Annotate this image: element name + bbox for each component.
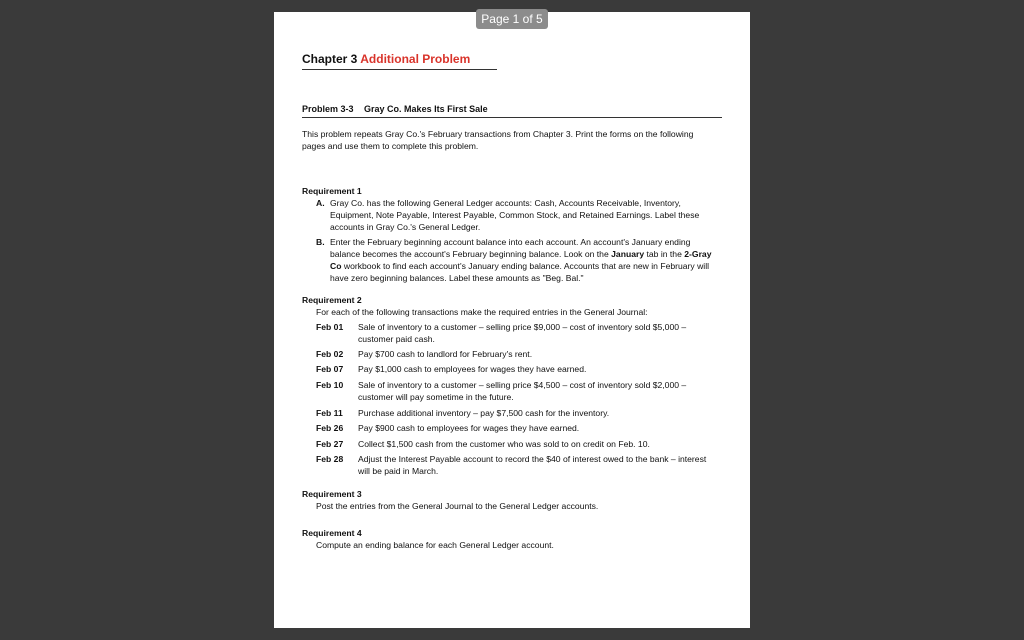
transaction-desc: Adjust the Interest Payable account to record the $40 of interest owed to the bank – interest will be paid in March. — [358, 454, 707, 476]
requirement-1-item-a — [316, 197, 718, 233]
transaction-row — [316, 379, 718, 403]
requirement-4-text: Compute an ending balance for each General Ledger account. — [316, 540, 554, 550]
item-b-text-2: tab in the — [644, 249, 685, 259]
requirement-3-heading: Requirement 3 — [302, 489, 362, 499]
chapter-title-accent: Additional Problem — [360, 52, 471, 66]
transaction-row — [316, 321, 718, 345]
transaction-desc: Sale of inventory to a customer – selling price $4,500 – cost of inventory sold $2,000 – customer will pay sometime in the future. — [358, 380, 687, 402]
requirement-3-text: Post the entries from the General Journal to the General Ledger accounts. — [316, 501, 599, 511]
transaction-date: Feb 26 — [316, 423, 344, 433]
item-b-text-1: Enter the February beginning account balance into each account. An account's January ending balance becomes the account's February beginning balance. Look on the — [330, 237, 691, 259]
transaction-date: Feb 27 — [316, 439, 344, 449]
transaction-date: Feb 02 — [316, 349, 344, 359]
item-text: Gray Co. has the following General Ledger accounts: Cash, Accounts Receivable, Inventory, Equipment, Note Payable, Interest Payable, Common Stock, and Retained Earnings. Label these accounts in Gray Co.'s General Ledger. — [330, 198, 700, 232]
item-letter: B. — [316, 237, 325, 247]
item-b-text-3: workbook to find each account's January ending balance. Accounts that are new in February will have zero beginning balances. Label these amounts as "Beg. Bal." — [330, 261, 710, 283]
transaction-row — [316, 422, 718, 434]
item-b-bold-workbook: 2-Gray Co — [330, 249, 712, 271]
transaction-desc: Pay $900 cash to employees for wages they have earned. — [358, 423, 580, 433]
chapter-label: Chapter 3 — [302, 52, 358, 66]
item-letter: A. — [316, 198, 325, 208]
transaction-row — [316, 438, 718, 450]
transaction-desc: Purchase additional inventory – pay $7,500 cash for the inventory. — [358, 408, 610, 418]
transaction-desc: Pay $700 cash to landlord for February's rent. — [358, 349, 533, 359]
transaction-date: Feb 28 — [316, 454, 344, 464]
transaction-row — [316, 407, 718, 419]
requirement-1-heading: Requirement 1 — [302, 186, 362, 196]
transaction-desc: Collect $1,500 cash from the customer who was sold to on credit on Feb. 10. — [358, 439, 650, 449]
requirement-4-heading: Requirement 4 — [302, 528, 362, 538]
requirement-1-item-b — [316, 236, 718, 284]
page-indicator: Page 1 of 5 — [476, 9, 548, 29]
transaction-date: Feb 11 — [316, 408, 343, 418]
transaction-date: Feb 10 — [316, 380, 344, 390]
item-b-bold-january: January — [611, 249, 645, 259]
transaction-date: Feb 07 — [316, 364, 344, 374]
requirement-2-text: For each of the following transactions make the required entries in the General Journal: — [316, 307, 648, 317]
problem-title — [302, 104, 722, 118]
transaction-desc: Pay $1,000 cash to employees for wages they have earned. — [358, 364, 587, 374]
transaction-row — [316, 453, 718, 477]
transaction-row — [316, 348, 718, 360]
problem-number: Problem 3-3 — [302, 104, 354, 114]
transaction-desc: Sale of inventory to a customer – selling price $9,000 – cost of inventory sold $5,000 – customer paid cash. — [358, 322, 687, 344]
chapter-title — [302, 52, 497, 70]
transaction-date: Feb 01 — [316, 322, 344, 332]
transaction-row — [316, 363, 718, 375]
requirement-2-heading: Requirement 2 — [302, 295, 362, 305]
problem-name: Gray Co. Makes Its First Sale — [364, 104, 488, 114]
document-page — [274, 12, 750, 628]
item-text — [330, 236, 718, 284]
intro-paragraph: This problem repeats Gray Co.'s February transactions from Chapter 3. Print the forms on the following pages and use them to complete this problem. — [302, 129, 694, 151]
